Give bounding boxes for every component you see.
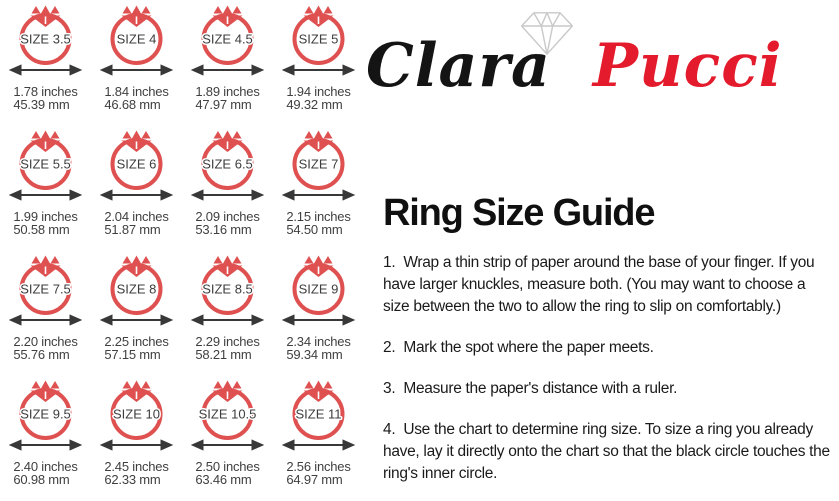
ring-diameter-inches: 2.34 inches [286, 334, 351, 349]
ring-measurements [195, 86, 259, 111]
ring-measurements [286, 461, 350, 486]
ring-size-label: SIZE 3.5 [20, 31, 71, 47]
diameter-arrow-icon [283, 440, 354, 450]
ring-diameter-mm: 62.33 mm [104, 471, 161, 487]
ring-size-label: SIZE 5 [298, 31, 339, 47]
ring-diameter-inches: 2.20 inches [13, 334, 78, 349]
faceted-diamond-icon [31, 256, 61, 278]
ring-diameter-mm: 45.39 mm [13, 96, 70, 112]
ring-measurements [286, 211, 350, 236]
ring-diameter-inches: 2.09 inches [195, 209, 260, 224]
ring-diameter-inches: 1.99 inches [13, 209, 78, 224]
ring-size-cell [91, 380, 182, 501]
ring-size-cell [91, 5, 182, 130]
ring-measurements [195, 336, 259, 361]
ring-measurements [195, 211, 259, 236]
ring-measurements [13, 211, 77, 236]
faceted-diamond-icon [122, 256, 152, 278]
ring-size-label: SIZE 7.5 [20, 281, 71, 297]
brand-name-pucci: Pucci [592, 31, 783, 101]
ring-diagram [0, 5, 91, 83]
faceted-diamond-icon [304, 6, 334, 28]
diameter-arrow-icon [192, 190, 263, 200]
ring-size-label: SIZE 10.5 [198, 406, 257, 422]
ring-size-label: SIZE 9 [298, 281, 339, 297]
ring-diagram [91, 255, 182, 333]
ring-diameter-mm: 50.58 mm [13, 221, 70, 237]
faceted-diamond-icon [31, 6, 61, 28]
ring-measurements [104, 336, 168, 361]
ring-size-cell [273, 380, 364, 501]
ring-diameter-mm: 59.34 mm [286, 346, 343, 362]
diameter-arrow-icon [101, 440, 172, 450]
ring-diagram [182, 380, 273, 458]
ring-measurements [104, 211, 168, 236]
ring-diagram [273, 255, 364, 333]
ring-diagram [91, 380, 182, 458]
ring-diameter-mm: 53.16 mm [195, 221, 252, 237]
faceted-diamond-icon [122, 131, 152, 153]
ring-diameter-inches: 2.50 inches [195, 459, 260, 474]
ring-size-label: SIZE 4 [116, 31, 157, 47]
step-2 [383, 337, 833, 359]
diameter-arrow-icon [101, 315, 172, 325]
ring-size-cell [273, 130, 364, 255]
step-2-text: Mark the spot where the paper meets. [403, 339, 654, 356]
ring-diagram [91, 5, 182, 83]
ring-size-label: SIZE 7 [298, 156, 339, 172]
diameter-arrow-icon [192, 315, 263, 325]
ring-diameter-mm: 49.32 mm [286, 96, 343, 112]
ring-diameter-inches: 1.94 inches [286, 84, 351, 99]
diameter-arrow-icon [101, 65, 172, 75]
ring-size-cell [0, 380, 91, 501]
ring-diameter-inches: 1.89 inches [195, 84, 260, 99]
ring-measurements [286, 336, 350, 361]
step-2-number: 2. [383, 339, 396, 356]
ring-diameter-mm: 58.21 mm [195, 346, 252, 362]
ring-measurements [104, 86, 168, 111]
diameter-arrow-icon [283, 315, 354, 325]
ring-measurements [195, 461, 259, 486]
ring-size-cell [182, 130, 273, 255]
ring-diameter-inches: 2.15 inches [286, 209, 351, 224]
guide-title: Ring Size Guide [383, 192, 655, 234]
ring-size-label: SIZE 11 [295, 406, 342, 422]
ring-diameter-mm: 55.76 mm [13, 346, 70, 362]
ring-diameter-inches: 2.04 inches [104, 209, 169, 224]
faceted-diamond-icon [304, 256, 334, 278]
diameter-arrow-icon [101, 190, 172, 200]
ring-diameter-mm: 60.98 mm [13, 471, 70, 487]
ring-size-cell [0, 5, 91, 130]
ring-measurements [286, 86, 350, 111]
ring-diameter-inches: 2.29 inches [195, 334, 260, 349]
ring-measurements [104, 461, 168, 486]
faceted-diamond-icon [304, 381, 334, 403]
faceted-diamond-icon [122, 381, 152, 403]
ring-measurements [13, 461, 77, 486]
ring-size-label: SIZE 5.5 [20, 156, 71, 172]
ring-diameter-inches: 1.78 inches [13, 84, 78, 99]
faceted-diamond-icon [213, 131, 243, 153]
ring-measurements [13, 336, 77, 361]
diamond-outline-icon [516, 10, 578, 57]
step-3-text: Measure the paper's distance with a ruler. [403, 380, 678, 397]
faceted-diamond-icon [213, 256, 243, 278]
ring-size-cell [0, 255, 91, 380]
faceted-diamond-icon [31, 131, 61, 153]
ring-diameter-inches: 2.25 inches [104, 334, 169, 349]
ring-diagram [91, 130, 182, 208]
ring-diameter-mm: 63.46 mm [195, 471, 252, 487]
diameter-arrow-icon [10, 440, 81, 450]
ring-diagram [182, 130, 273, 208]
ring-size-cell [273, 5, 364, 130]
diameter-arrow-icon [10, 65, 81, 75]
step-4-text: Use the chart to determine ring size. To size a ring you already have, lay it directly onto the chart so that the black circle touches the ring's inner circle. [383, 421, 830, 482]
faceted-diamond-icon [213, 381, 243, 403]
ring-size-cell [182, 255, 273, 380]
step-1-number: 1. [383, 254, 396, 271]
step-4-number: 4. [383, 421, 396, 438]
brand-name-clara: Clara [366, 31, 551, 101]
ring-diameter-inches: 2.56 inches [286, 459, 351, 474]
diameter-arrow-icon [192, 65, 263, 75]
ring-diagram [0, 380, 91, 458]
diameter-arrow-icon [283, 65, 354, 75]
ring-diagram [182, 255, 273, 333]
ring-size-cell [0, 130, 91, 255]
diameter-arrow-icon [10, 190, 81, 200]
ring-size-label: SIZE 6 [116, 156, 157, 172]
ring-size-label: SIZE 10 [113, 406, 160, 422]
ring-size-cell [91, 255, 182, 380]
ring-diameter-mm: 54.50 mm [286, 221, 343, 237]
ring-size-cell [182, 380, 273, 501]
ring-size-cell [91, 130, 182, 255]
ring-measurements [13, 86, 77, 111]
brand-logo [366, 31, 783, 101]
step-1 [383, 252, 833, 318]
ring-size-label: SIZE 6.5 [202, 156, 253, 172]
ring-size-label: SIZE 4.5 [202, 31, 253, 47]
ring-diameter-mm: 64.97 mm [286, 471, 343, 487]
ring-diagram [273, 130, 364, 208]
diameter-arrow-icon [10, 315, 81, 325]
faceted-diamond-icon [304, 131, 334, 153]
ring-size-chart [0, 5, 364, 501]
ring-size-label: SIZE 8 [116, 281, 157, 297]
ring-diameter-mm: 47.97 mm [195, 96, 252, 112]
step-3-number: 3. [383, 380, 396, 397]
ring-size-cell [273, 255, 364, 380]
diameter-arrow-icon [283, 190, 354, 200]
ring-size-label: SIZE 8.5 [202, 281, 253, 297]
faceted-diamond-icon [31, 381, 61, 403]
ring-diagram [0, 130, 91, 208]
instructions-list [383, 252, 833, 501]
ring-diagram [273, 380, 364, 458]
ring-diagram [0, 255, 91, 333]
ring-diameter-inches: 2.40 inches [13, 459, 78, 474]
ring-diameter-inches: 1.84 inches [104, 84, 169, 99]
ring-diameter-mm: 46.68 mm [104, 96, 161, 112]
ring-diameter-inches: 2.45 inches [104, 459, 169, 474]
step-1-text: Wrap a thin strip of paper around the base of your finger. If you have larger knuckles, measure both. (You may want to choose a size between the two to allow the ring to slip on comfortably.) [383, 254, 815, 315]
ring-size-cell [182, 5, 273, 130]
step-3 [383, 378, 833, 400]
ring-diameter-mm: 57.15 mm [104, 346, 161, 362]
ring-diagram [182, 5, 273, 83]
step-4 [383, 419, 833, 485]
ring-diameter-mm: 51.87 mm [104, 221, 161, 237]
faceted-diamond-icon [213, 6, 243, 28]
ring-diagram [273, 5, 364, 83]
ring-size-label: SIZE 9.5 [20, 406, 71, 422]
faceted-diamond-icon [122, 6, 152, 28]
diameter-arrow-icon [192, 440, 263, 450]
